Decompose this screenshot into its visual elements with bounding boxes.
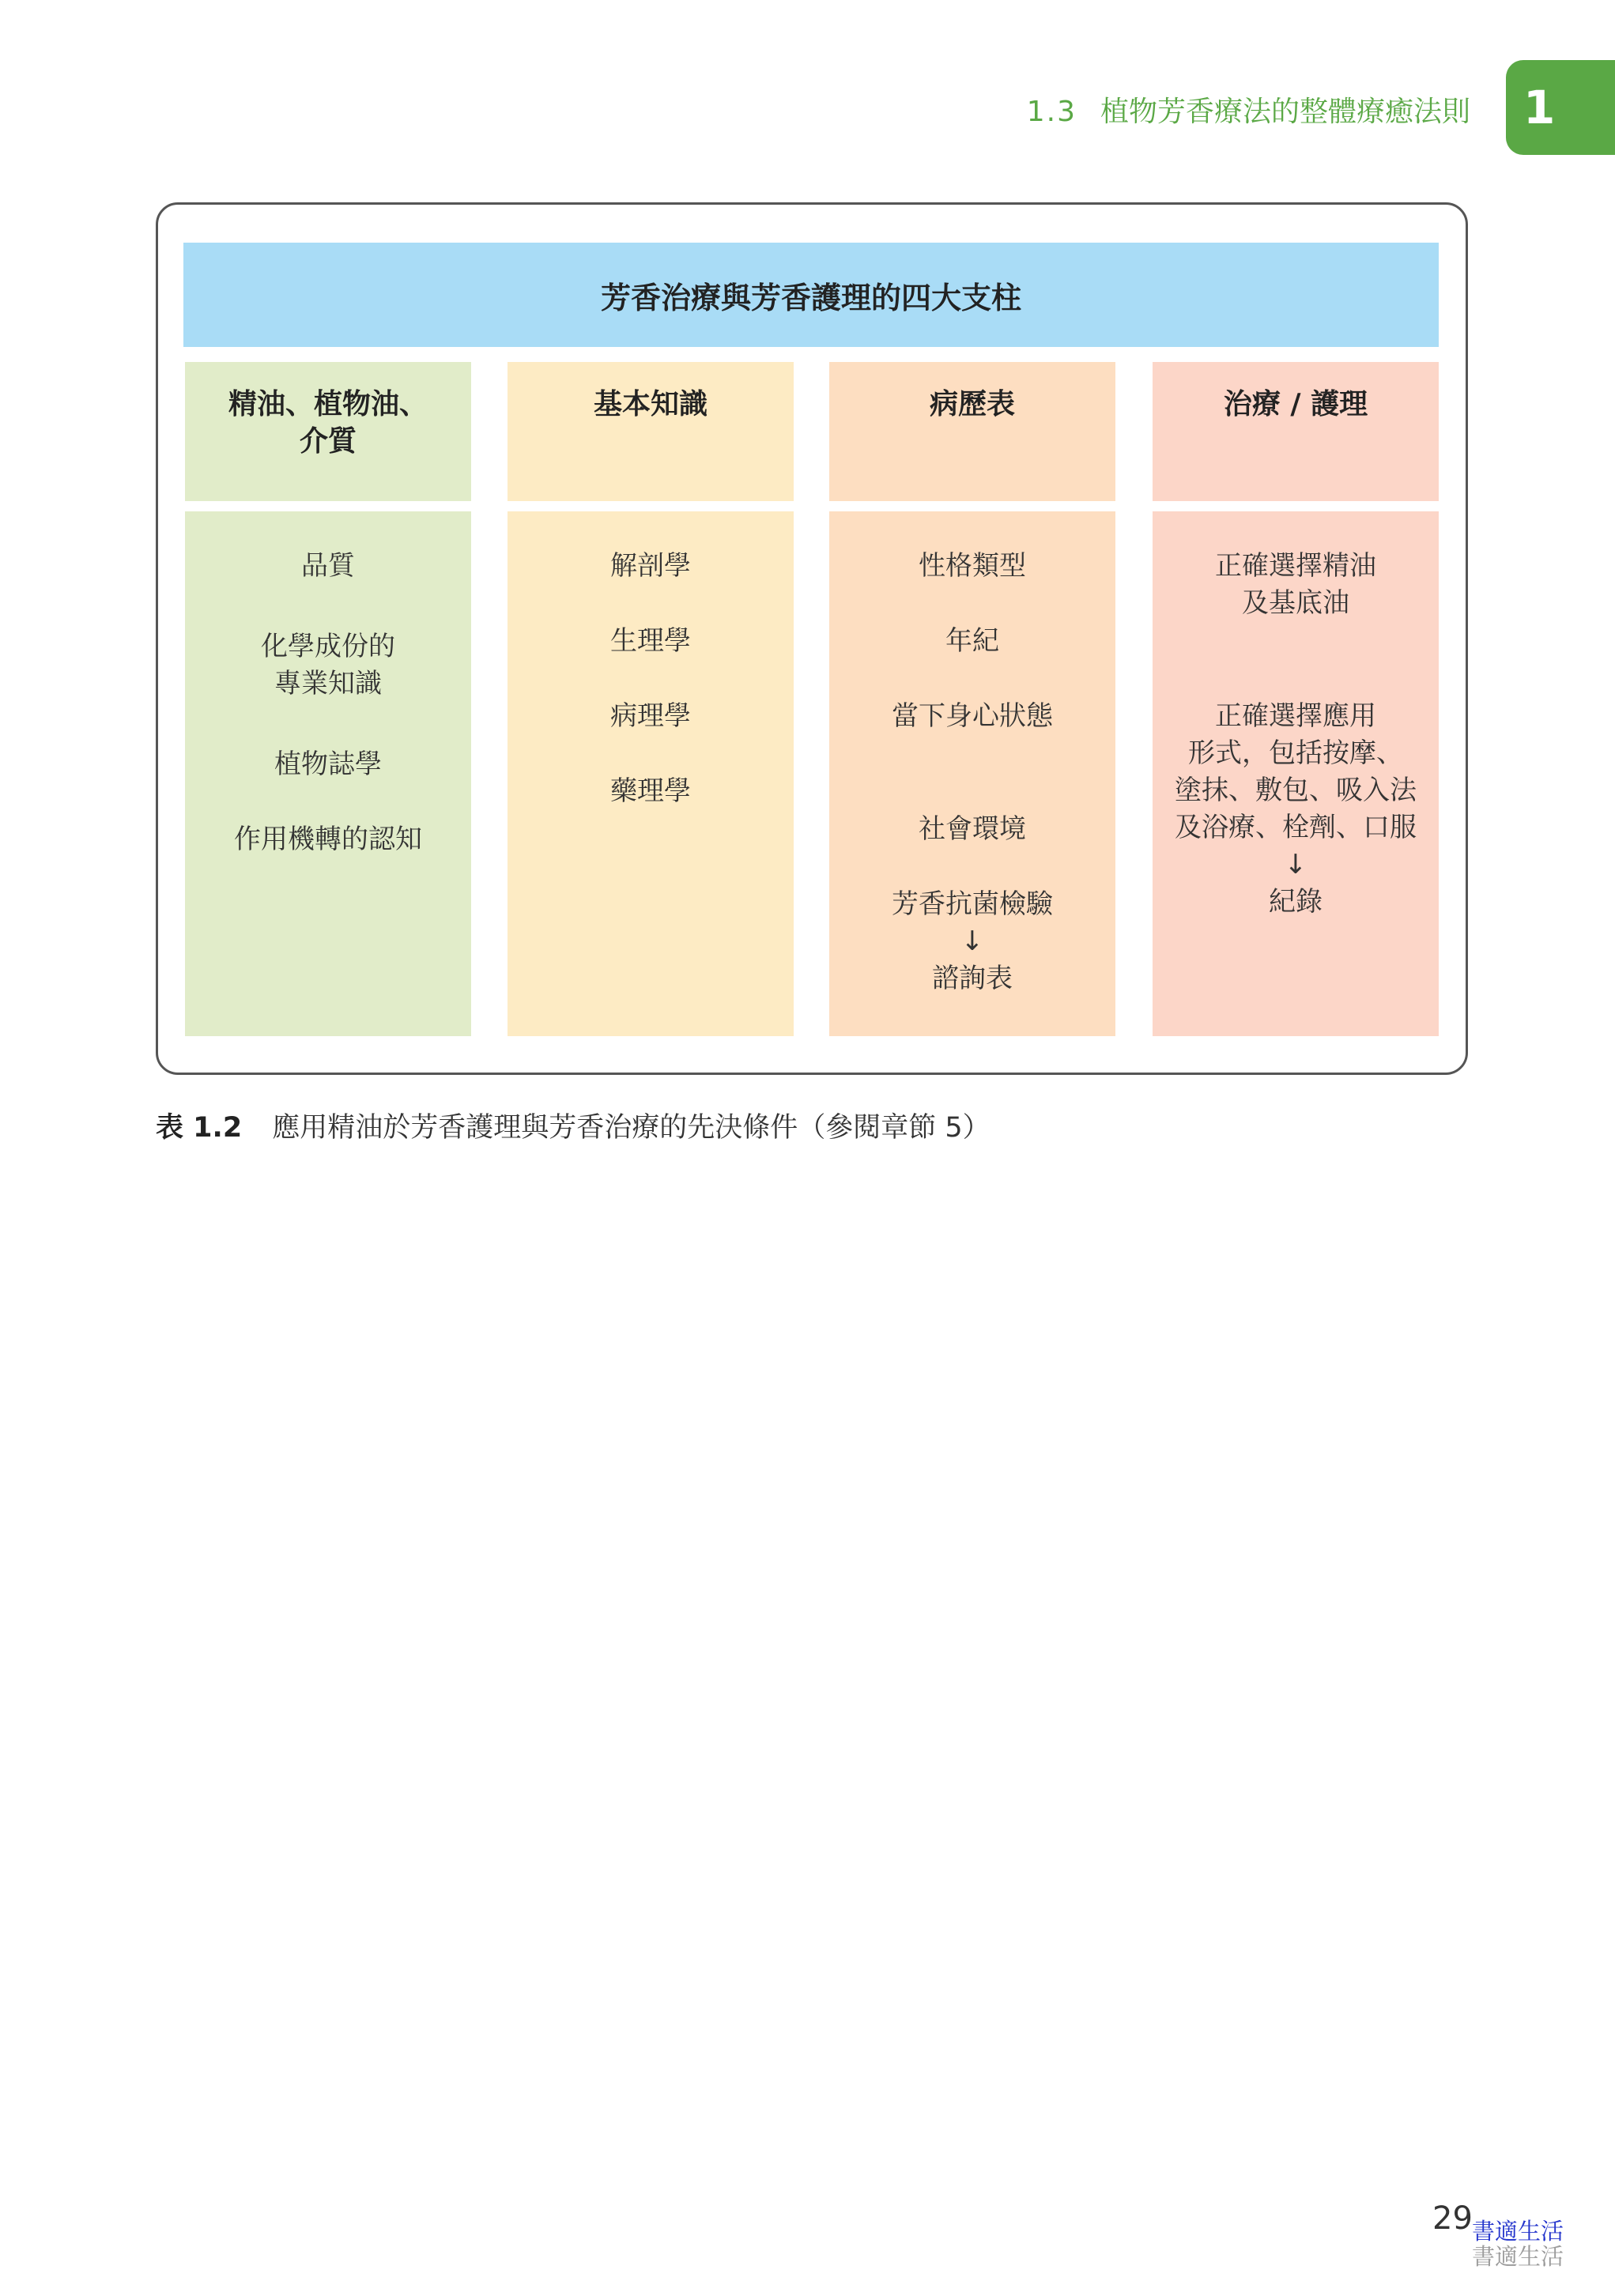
list-item: 作用機轉的認知 [234,824,422,855]
list-item: 藥理學 [610,775,691,807]
list-item: 性格類型 [919,550,1026,582]
down-arrow-icon: ↓ [960,926,984,957]
watermark-text-shadow: 書適生活 [1472,2243,1564,2270]
caption-label: 表 1.2 [156,1112,243,1144]
column-header-label: 病歷表 [929,388,1015,420]
list-item: 芳香抗菌檢驗 [892,888,1053,920]
column-header-basic-knowledge [508,362,794,501]
down-arrow-icon: ↓ [1284,849,1307,880]
chapter-tab: 1 [1506,60,1615,155]
column-header-treatment-care [1153,362,1439,501]
column-header-label: 治療 / 護理 [1223,388,1368,420]
list-item: 植物誌學 [274,748,382,780]
page-number: 29 [1432,2200,1473,2237]
list-item: 紀錄 [1269,886,1323,918]
list-item: 諮詢表 [932,963,1013,994]
list-item: 年紀 [945,625,999,657]
column-header-label: 精油、植物油、 介質 [228,388,428,458]
list-item: 生理學 [610,625,691,657]
column-header-medical-record [829,362,1115,501]
list-item: 社會環境 [919,813,1026,845]
column-body-medical-record [829,511,1115,1036]
column-body-treatment-care [1153,511,1439,1036]
column-header-essential-oils [185,362,471,501]
column-header-label: 基本知識 [593,388,708,420]
list-item: 品質 [301,550,355,582]
caption-text: 應用精油於芳香護理與芳香治療的先決條件（參閱章節 5） [272,1112,991,1144]
list-item: 正確選擇精油 及基底油 [1215,550,1376,619]
list-item: 當下身心狀態 [892,700,1053,732]
list-item: 化學成份的 專業知識 [261,631,395,699]
section-number: 1.3 [1026,96,1077,128]
column-body-essential-oils [185,511,471,1036]
column-body-basic-knowledge [508,511,794,1036]
list-item: 解剖學 [610,550,691,582]
list-item: 病理學 [610,700,691,732]
watermark-text: 書適生活 [1472,2218,1564,2245]
table-caption [156,1108,991,1148]
section-header [964,93,1470,131]
table-title: 芳香治療與芳香護理的四大支柱 [183,243,1439,347]
section-title: 植物芳香療法的整體療癒法則 [1100,96,1470,128]
list-item: 正確選擇應用 形式，包括按摩、 塗抹、敷包、吸入法 及浴療、栓劑、口服 [1175,700,1417,843]
